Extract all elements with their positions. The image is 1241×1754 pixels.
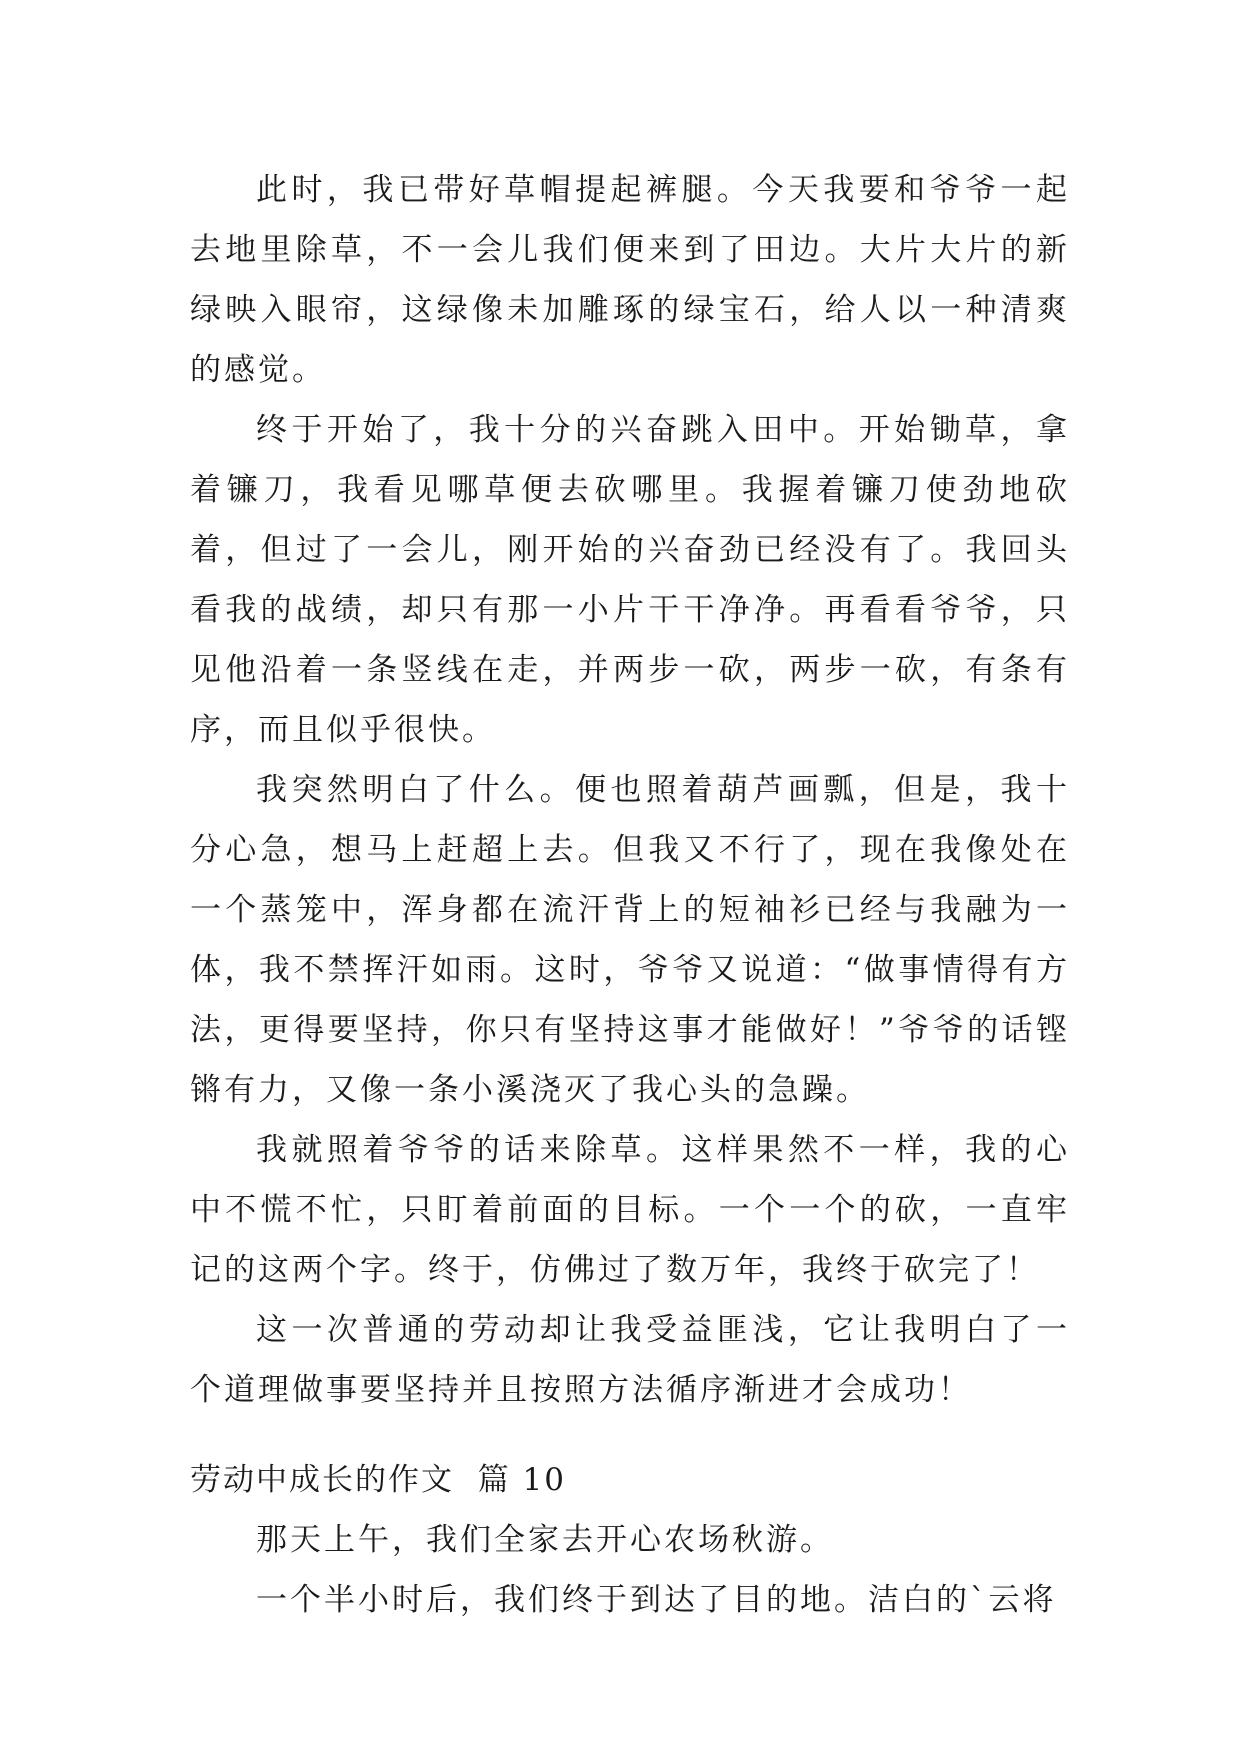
section-paragraph-2: 一个半小时后，我们终于到达了目的地。洁白的`云将: [256, 1582, 1057, 1618]
paragraph-5: 这一次普通的劳动却让我受益匪浅，它让我明白了一个道理做事要坚持并且按照方法循序渐进才会成功！: [190, 1312, 1070, 1408]
paragraph-2: 终于开始了，我十分的兴奋跳入田中。开始锄草，拿着镰刀，我看见哪草便去砍哪里。我握着镰刀使劲地砍着，但过了一会儿，刚开始的兴奋劲已经没有了。我回头看我的战绩，却只有那一小片干干净净。再看看爷爷，只见他沿着一条竖线在走，并两步一砍，两步一砍，有条有序，而且似乎很快。: [190, 412, 1070, 748]
paragraph-1: 此时，我已带好草帽提起裤腿。今天我要和爷爷一起去地里除草，不一会儿我们便来到了田边。大片大片的新绿映入眼帘，这绿像未加雕琢的绿宝石，给人以一种清爽的感觉。: [190, 172, 1070, 388]
section-paragraph-1: 那天上午，我们全家去开心农场秋游。: [256, 1522, 834, 1558]
paragraph-3: 我突然明白了什么。便也照着葫芦画瓢，但是，我十分心急，想马上赶超上去。但我又不行了，现在我像处在一个蒸笼中，浑身都在流汗背上的短袖衫已经与我融为一体，我不禁挥汗如雨。这时，爷爷又说道：“做事情得有方法，更得要坚持，你只有坚持这事才能做好！”爷爷的话铿锵有力，又像一条小溪浇灭了我心头的急躁。: [190, 772, 1070, 1108]
document-body: [190, 160, 1070, 1630]
section-heading: 劳动中成长的作文 篇 10: [190, 1462, 567, 1498]
paragraph-4: 我就照着爷爷的话来除草。这样果然不一样，我的心中不慌不忙，只盯着前面的目标。一个一个的砍，一直牢记的这两个字。终于，仿佛过了数万年，我终于砍完了！: [190, 1132, 1070, 1288]
